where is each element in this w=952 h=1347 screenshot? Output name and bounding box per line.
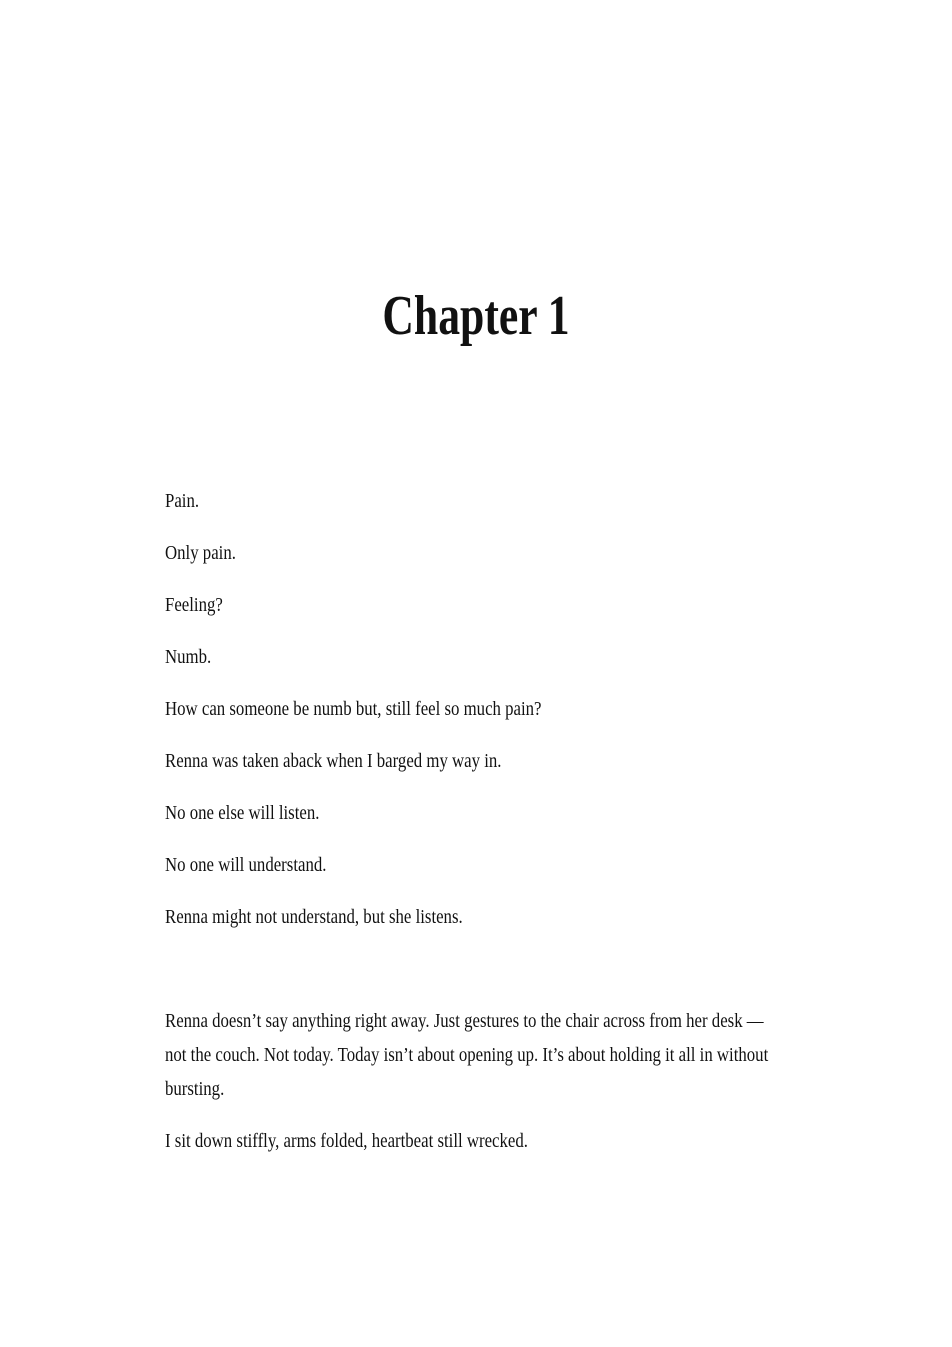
paragraph-11: I sit down stiffly, arms folded, heartbeat still wrecked.	[165, 1130, 528, 1152]
paragraph-9: Renna might not understand, but she listens.	[165, 906, 463, 928]
paragraph-3: Feeling?	[165, 594, 223, 616]
paragraph-5: How can someone be numb but, still feel so much pain?	[165, 698, 542, 720]
paragraph-7: No one else will listen.	[165, 802, 320, 824]
paragraph-1: Pain.	[165, 490, 200, 512]
chapter-title: Chapter 1	[382, 285, 570, 347]
paragraph-2: Only pain.	[165, 542, 236, 564]
paragraph-10: Renna doesn’t say anything right away. Just gestures to the chair across from her desk — not the couch. Not today. Today isn’t about opening up. It’s about holding it all in without bursting.	[165, 1010, 769, 1100]
paragraph-6: Renna was taken aback when I barged my way in.	[165, 750, 502, 772]
paragraph-8: No one will understand.	[165, 854, 327, 876]
paragraph-4: Numb.	[165, 646, 212, 668]
